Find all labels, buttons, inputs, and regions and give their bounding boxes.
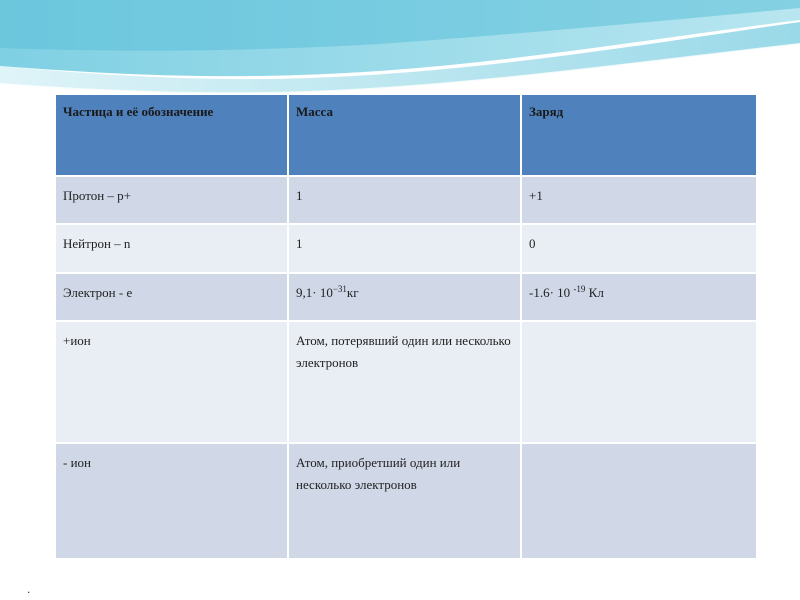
mass-exponent: −31	[332, 284, 347, 294]
charge-exponent: -19	[573, 284, 586, 294]
cell-charge	[521, 273, 757, 321]
mass-unit: кг	[346, 285, 359, 300]
cell-mass: 1	[288, 176, 521, 224]
cell-particle: +ион	[55, 321, 288, 443]
cell-particle: - ион	[55, 443, 288, 559]
cell-mass: Атом, приобретший один или несколько электронов	[288, 443, 521, 559]
header-mass: Масса	[288, 94, 521, 176]
charge-base: -1.6· 10	[529, 285, 574, 300]
table-row	[55, 273, 757, 321]
cell-particle: Нейтрон – n	[55, 224, 288, 273]
mass-base: 9,1· 10	[296, 285, 333, 300]
cell-particle: Протон – р+	[55, 176, 288, 224]
table-row	[55, 224, 757, 273]
table-row	[55, 443, 757, 559]
cell-mass: Атом, потерявший один или несколько электронов	[288, 321, 521, 443]
cell-mass	[288, 273, 521, 321]
table-row	[55, 176, 757, 224]
particles-table	[54, 93, 758, 560]
table-row	[55, 321, 757, 443]
cell-particle: Электрон - е	[55, 273, 288, 321]
header-particle: Частица и её обозначение	[55, 94, 288, 176]
charge-unit: Кл	[585, 285, 604, 300]
cell-charge	[521, 321, 757, 443]
cell-charge	[521, 443, 757, 559]
table-header-row	[55, 94, 757, 176]
cell-charge: +1	[521, 176, 757, 224]
header-charge: Заряд	[521, 94, 757, 176]
cell-charge: 0	[521, 224, 757, 273]
footer-mark: .	[27, 582, 31, 596]
cell-mass: 1	[288, 224, 521, 273]
